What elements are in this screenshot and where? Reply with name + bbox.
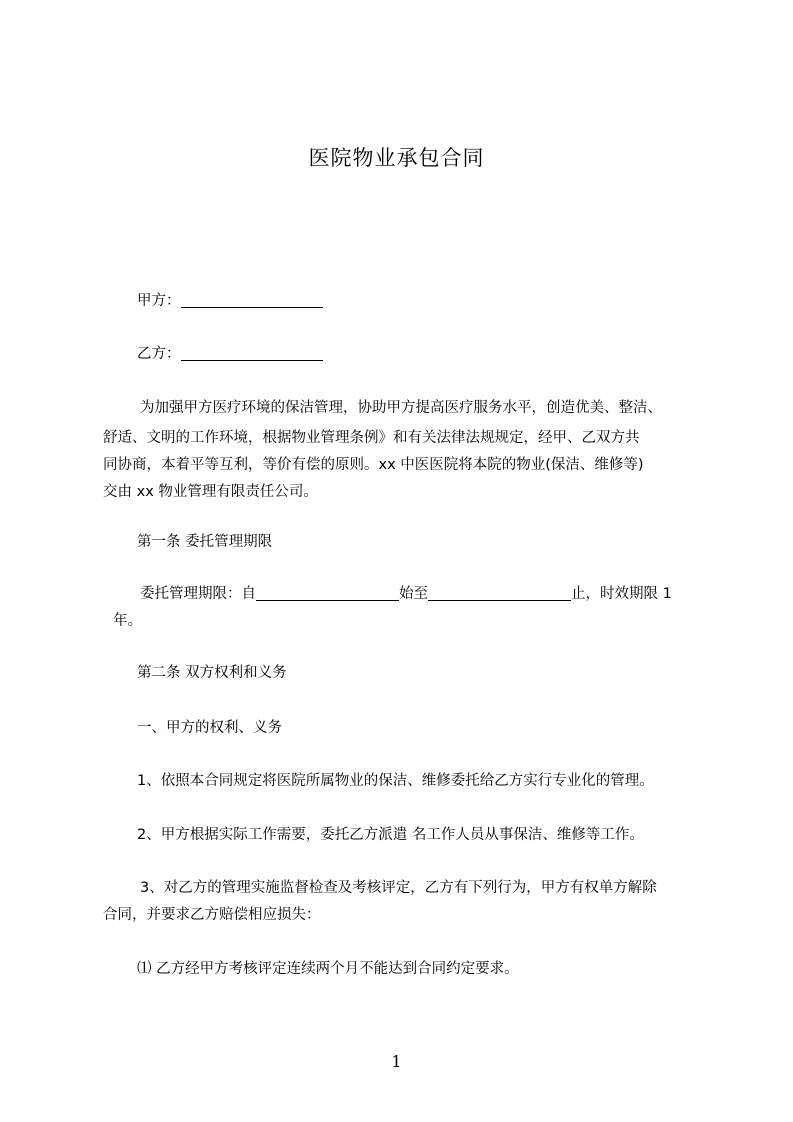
clause-item-3-line-2: 合同，并要求乙方赔偿相应损失： [103, 907, 321, 923]
party-b-line [103, 339, 752, 369]
clause-item-3-line-1: 3、对乙方的管理实施监督检查及考核评定，乙方有下列行为，甲方有权单方解除 [140, 880, 657, 896]
party-a-label: 甲方： [137, 293, 181, 309]
term-suffix: 止，时效期限 1 [571, 586, 672, 602]
party-b-label: 乙方： [137, 346, 181, 362]
intro-line-2: 舒适、文明的工作环境，根据物业管理条例》和有关法律法规规定，经甲、乙双方共 [103, 430, 640, 446]
term-line [103, 579, 755, 609]
page-number: 1 [391, 1052, 402, 1071]
term-start-blank[interactable] [256, 584, 399, 601]
clause-item-2: 2、甲方根据实际工作需要，委托乙方派遣 名工作人员从事保洁、维修等工作。 [137, 827, 644, 843]
term-prefix: 委托管理期限：自 [140, 586, 256, 602]
party-a-blank[interactable] [181, 291, 323, 308]
intro-line-4: 交由 xx 物业管理有限责任公司。 [103, 484, 318, 500]
clause-subitem-1: ⑴ 乙方经甲方考核评定连续两个月不能达到合同约定要求。 [137, 961, 519, 977]
intro-line-3: 同协商，本着平等互利，等价有偿的原则。xx 中医医院将本院的物业(保洁、维修等) [103, 457, 644, 473]
term-end-blank[interactable] [428, 584, 571, 601]
clause-item-1: 1、依照本合同规定将医院所属物业的保洁、维修委托给乙方实行专业化的管理。 [137, 773, 654, 789]
document-title: 医院物业承包合同 [308, 146, 485, 170]
section-1-heading: 一、甲方的权利、义务 [137, 720, 282, 736]
article-2-heading: 第二条 双方权利和义务 [137, 665, 287, 681]
party-b-blank[interactable] [181, 344, 323, 361]
term-line-2: 年。 [113, 613, 142, 629]
party-a-line [103, 286, 752, 316]
intro-line-1: 为加强甲方医疗环境的保洁管理，协助甲方提高医疗服务水平，创造优美、整洁、 [140, 400, 662, 416]
term-middle: 始至 [399, 586, 428, 602]
article-1-heading: 第一条 委托管理期限 [137, 534, 273, 550]
